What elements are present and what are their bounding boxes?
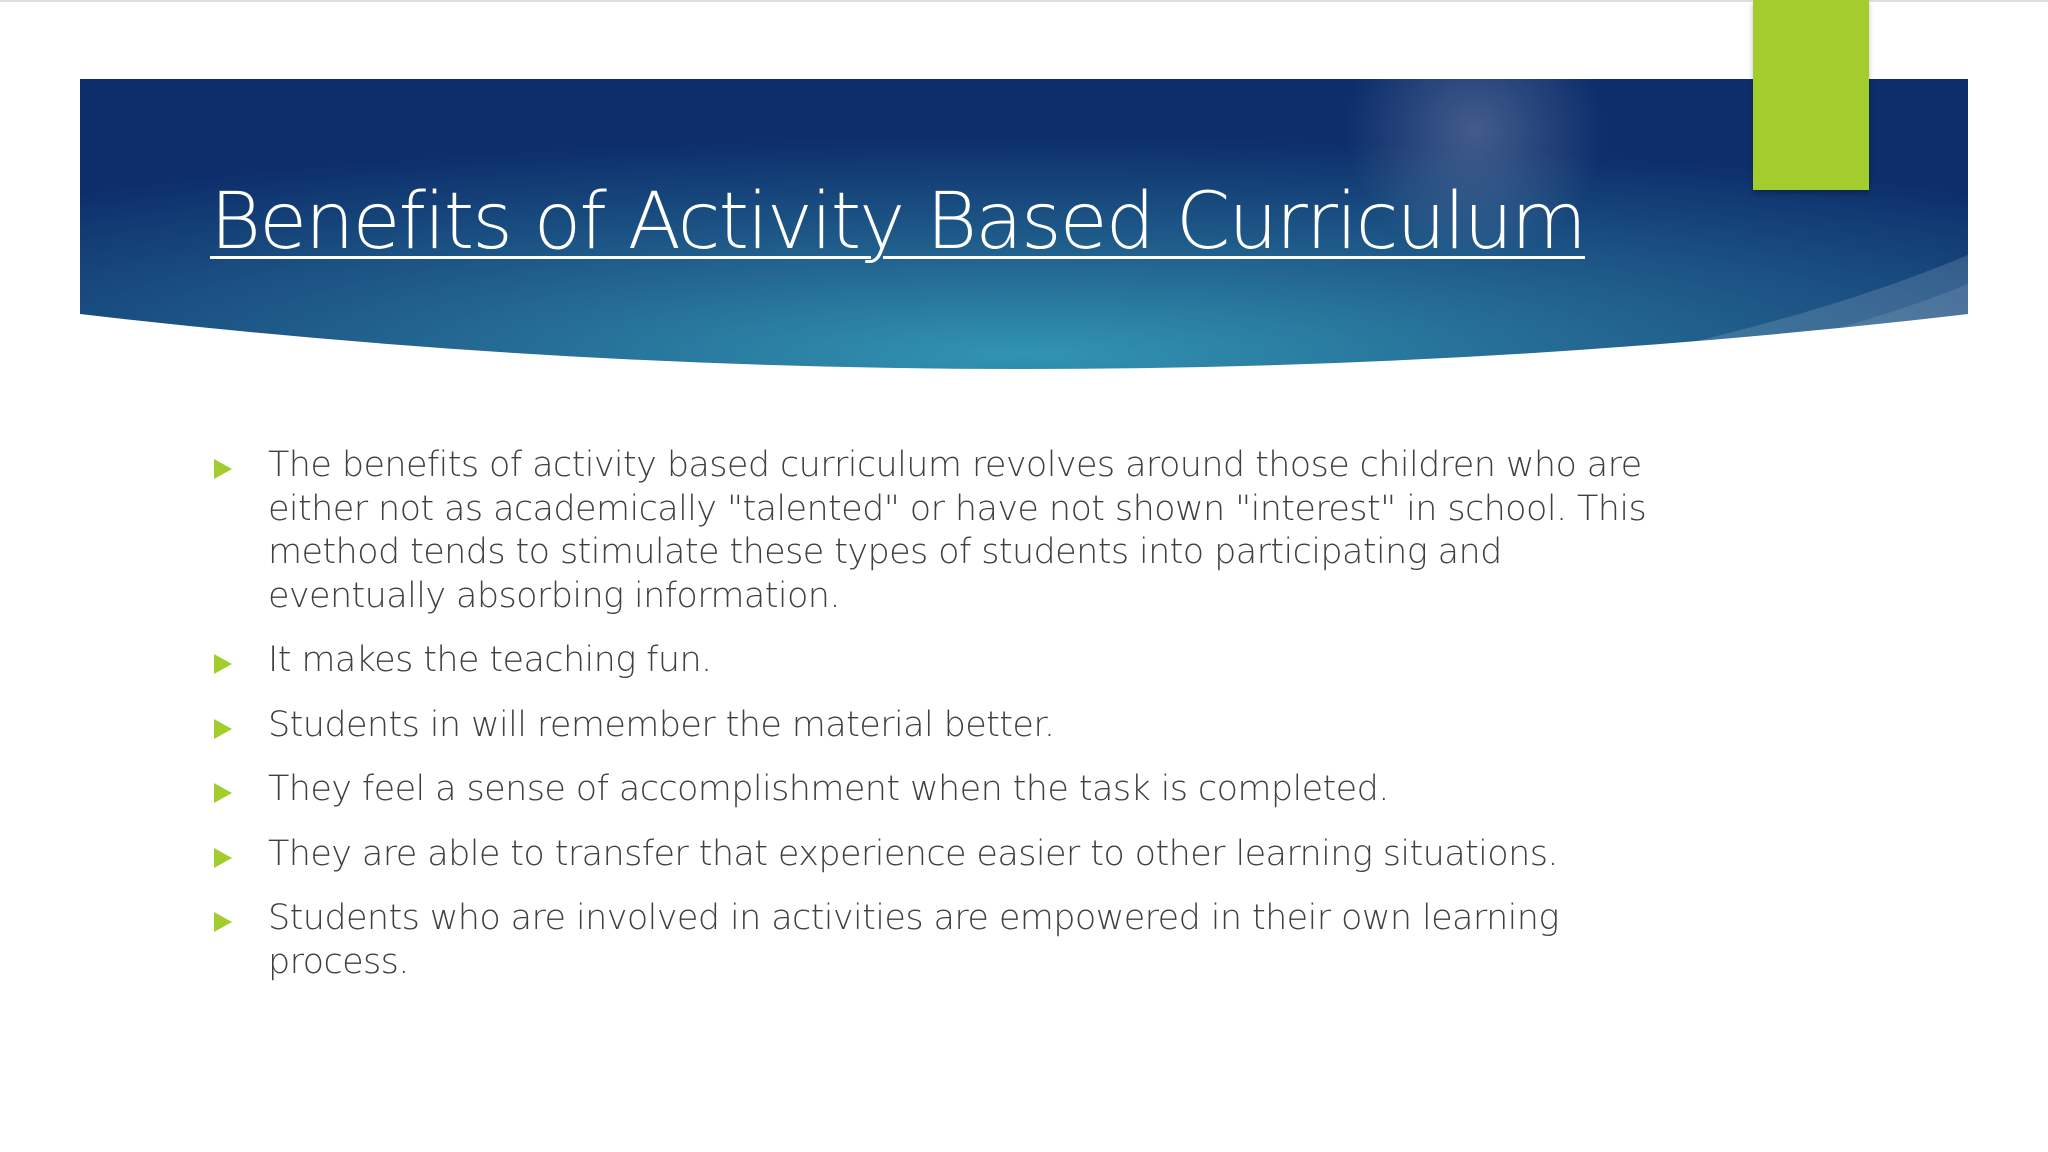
bullet-text: Students who are involved in activities are empowered in their own learning process. [268, 898, 1559, 982]
bullet-item [210, 639, 1670, 683]
green-accent-tab [1753, 0, 1869, 190]
bullet-item [210, 768, 1670, 812]
triangle-right-icon [214, 783, 232, 803]
triangle-right-icon [214, 848, 232, 868]
triangle-right-icon [214, 912, 232, 932]
bullet-item [210, 833, 1670, 877]
bullet-text: It makes the teaching fun. [268, 640, 712, 680]
bullet-item [210, 704, 1670, 748]
triangle-right-icon [214, 654, 232, 674]
bullet-list [210, 444, 1670, 1005]
bullet-text: Students in will remember the material better. [268, 704, 1055, 745]
bullet-text: The benefits of activity based curriculum revolves around those children who are either not as academically "talented" or have not shown "interest" in school. This method tends to stimulate these types of students into participating and eventually absorbing information. [268, 445, 1647, 616]
slide-top-border [0, 0, 2048, 2]
triangle-right-icon [214, 459, 232, 479]
bullet-item [210, 444, 1670, 618]
bullet-text: They are able to transfer that experience easier to other learning situations. [268, 833, 1558, 874]
triangle-right-icon [214, 719, 232, 739]
bullet-text: They feel a sense of accomplishment when the task is completed. [268, 769, 1389, 809]
slide-title: Benefits of Activity Based Curriculum [210, 177, 1586, 267]
bullet-item [210, 897, 1670, 984]
